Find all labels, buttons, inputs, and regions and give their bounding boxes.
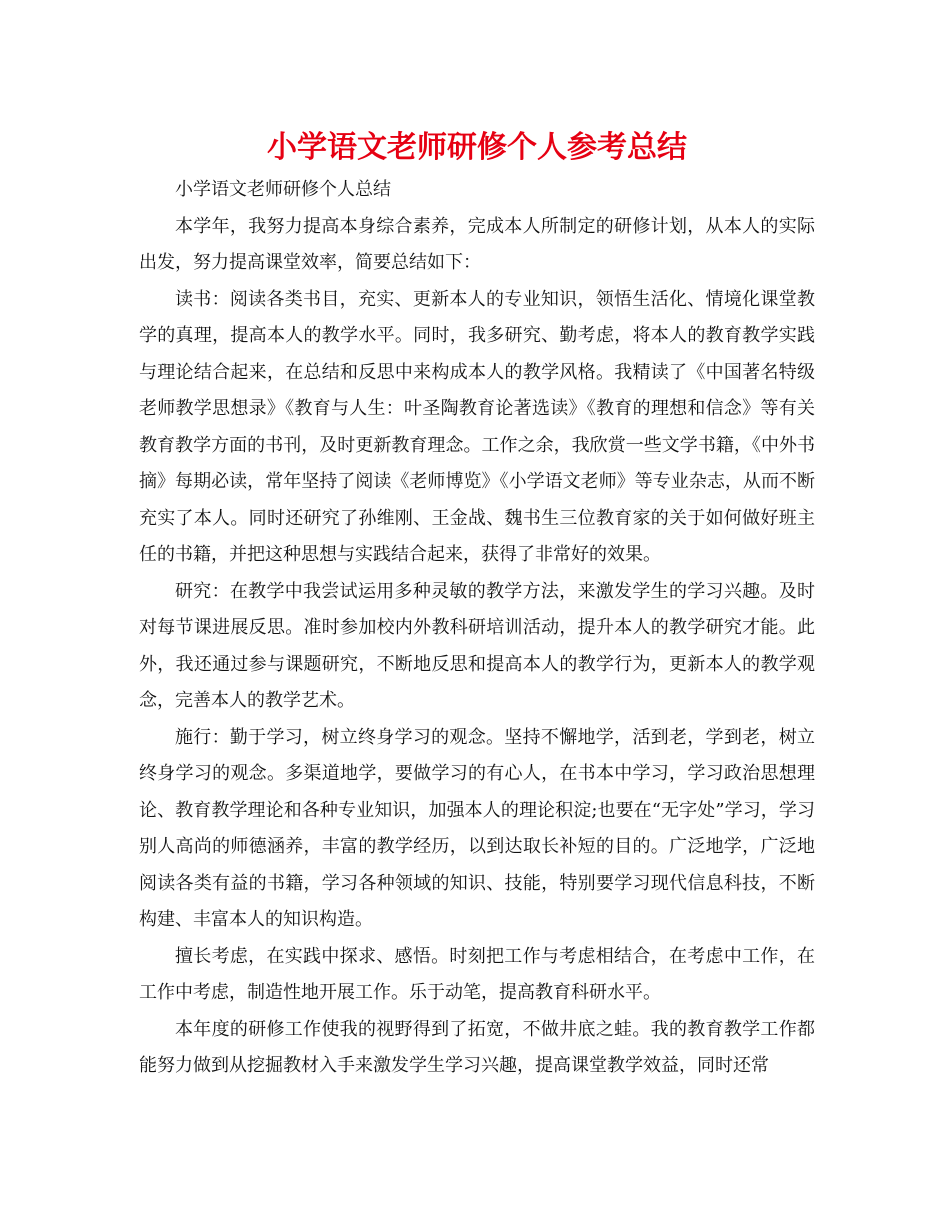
paragraph-reading: 读书：阅读各类书目，充实、更新本人的专业知识，领悟生活化、情境化课堂教学的真理，提高本人的教学水平。同时，我多研究、勤考虑，将本人的教育教学实践与理论结合起来，在总结和反思中来构成本人的教学风格。我精读了《中国著名特级老师教学思想录》《教育与人生：叶圣陶教育论著选读》《教育的理想和信念》等有关教育教学方面的书刊，及时更新教育理念。工作之余，我欣赏一些文学书籍，《中外书摘》每期必读，常年坚持了阅读《老师博览》《小学语文老师》等专业杂志，从而不断充实了本人。同时还研究了孙维刚、王金战、魏书生三位教育家的关于如何做好班主任的书籍，并把这种思想与实践结合起来，获得了非常好的效果。 bbox=[139, 288, 815, 565]
paragraph-reflection: 擅长考虑，在实践中探求、感悟。时刻把工作与考虑相结合，在考虑中工作，在工作中考虑，制造性地开展工作。乐于动笔，提高教育科研水平。 bbox=[139, 945, 815, 1003]
paragraph-research: 研究：在教学中我尝试运用多种灵敏的教学方法，来激发学生的学习兴趣。及时对每节课进展反思。准时参加校内外教科研培训活动，提升本人的教学研究才能。此外，我还通过参与课题研究，不断地反思和提高本人的教学行为，更新本人的教学观念，完善本人的教学艺术。 bbox=[139, 580, 815, 711]
paragraph-subtitle: 小学语文老师研修个人总结 bbox=[175, 179, 391, 200]
document-body bbox=[139, 124, 815, 1085]
paragraph-conclusion: 本年度的研修工作使我的视野得到了拓宽，不做井底之蛙。我的教育教学工作都能努力做到从挖掘教材入手来激发学生学习兴趣，提高课堂教学效益，同时还常 bbox=[139, 1018, 815, 1076]
paragraph-intro: 本学年，我努力提高本身综合素养，完成本人所制定的研修计划，从本人的实际出发，努力提高课堂效率，简要总结如下： bbox=[139, 215, 815, 273]
document-title: 小学语文老师研修个人参考总结 bbox=[267, 130, 687, 165]
paragraph-practice: 施行：勤于学习，树立终身学习的观念。坚持不懈地学，活到老，学到老，树立终身学习的观念。多渠道地学，要做学习的有心人，在书本中学习，学习政治思想理论、教育教学理论和各种专业知识，加强本人的理论积淀;也要在“无字处”学习，学习别人高尚的师德涵养，丰富的教学经历，以到达取长补短的目的。广泛地学，广泛地阅读各类有益的书籍，学习各种领域的知识、技能，特别要学习现代信息科技，不断构建、丰富本人的知识构造。 bbox=[139, 726, 815, 930]
